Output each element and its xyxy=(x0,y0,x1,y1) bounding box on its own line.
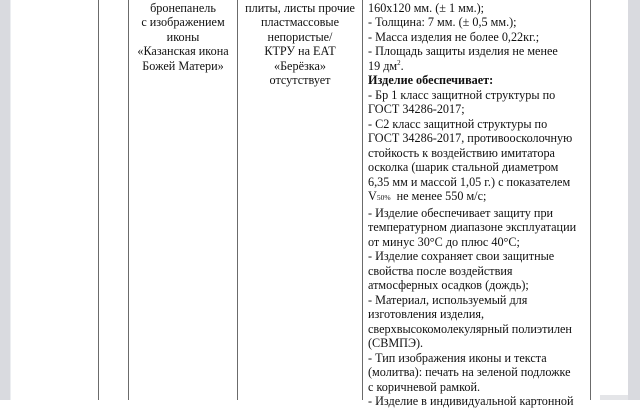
spec-line: от минус 30°С до плюс 40°С; xyxy=(368,234,520,249)
spec-area-line xyxy=(368,59,590,74)
v50-suffix: не менее 550 м/с; xyxy=(390,189,487,203)
spec-line: с коричневой рамкой. xyxy=(368,379,481,394)
spec-line: 6,35 мм и массой 1,05 г.) с показателем xyxy=(368,174,571,189)
spec-line: - Площадь защиты изделия не менее xyxy=(368,44,558,58)
quantity-value xyxy=(591,0,628,1)
spec-line: осколка (шарик стальной диаметром xyxy=(368,160,559,174)
product-name-line: Божей Матери» xyxy=(142,58,224,73)
spec-line: - Толщина: 7 мм. (± 0,5 мм.); xyxy=(368,15,517,29)
code-line: непористые/ xyxy=(267,29,333,44)
row-number-cell xyxy=(98,0,128,1)
v50-prefix: V xyxy=(368,189,377,203)
table-border-col4 xyxy=(362,0,363,400)
area-suffix: . xyxy=(400,58,404,73)
product-name-line: иконы xyxy=(166,29,200,44)
v50-subscript: 50% xyxy=(376,193,391,202)
spec-line: (молитва): печать на зеленой подложке xyxy=(368,365,571,379)
area-superscript: 2 xyxy=(397,58,401,67)
spec-line: - Тип изображения иконы и текста xyxy=(368,350,547,365)
spec-line: (СВМПЭ). xyxy=(368,336,424,350)
spec-line: изготовления изделия, xyxy=(368,307,484,321)
spec-line: свойства после воздействия xyxy=(368,263,513,278)
code-line: «Берёзка» xyxy=(273,58,327,73)
spec-line: атмосферных осадков (дождь); xyxy=(368,278,529,292)
spec-line: ГОСТ 34286-2017, противоосколочную xyxy=(368,131,573,145)
provides-heading: Изделие обеспечивает: xyxy=(368,73,494,87)
table-border-col1 xyxy=(98,0,99,400)
spec-line: - Изделие обеспечивает защиту при xyxy=(368,205,554,220)
spec-line: 160х120 мм. (± 1 мм.); xyxy=(368,0,485,15)
classification-code-cell xyxy=(238,0,362,88)
product-name-cell xyxy=(129,0,237,73)
code-line: пластмассовые xyxy=(260,15,340,29)
spec-line: ГОСТ 34286-2017; xyxy=(368,102,465,116)
spec-line: - Масса изделия не более 0,22кг.; xyxy=(368,29,540,44)
table-border-col5 xyxy=(590,0,591,400)
code-line: плиты, листы прочие xyxy=(245,0,355,15)
spec-line: - Изделие в индивидуальной картонной xyxy=(368,394,574,408)
right-page-margin xyxy=(628,0,640,400)
spec-v50-line xyxy=(368,189,590,206)
spec-line: температурном диапазоне эксплуатации xyxy=(368,220,577,234)
code-line: КТРУ на ЕАТ xyxy=(264,44,336,58)
product-name-line: с изображением xyxy=(141,15,225,29)
product-name-line: «Казанская икона xyxy=(137,44,229,58)
spec-line: - Изделие сохраняет свои защитные xyxy=(368,249,555,263)
row-number xyxy=(98,0,128,1)
left-page-margin xyxy=(0,0,10,400)
spec-line: - Материал, используемый для xyxy=(368,292,528,307)
area-value: 19 дм xyxy=(368,58,398,73)
specification-cell xyxy=(368,0,590,409)
code-line: отсутствует xyxy=(269,73,331,87)
page-bottom-shadow xyxy=(600,395,628,400)
product-name-line: бронепанель xyxy=(150,0,216,15)
spec-line: сверхвысокомолекулярный полиэтилен xyxy=(368,321,572,336)
spec-line: - Бр 1 класс защитной структуры по xyxy=(368,87,556,102)
spec-line: стойкость к воздействию имитатора xyxy=(368,145,555,160)
spec-line: - С2 класс защитной структуры по xyxy=(368,116,548,131)
quantity-cell xyxy=(591,0,628,1)
